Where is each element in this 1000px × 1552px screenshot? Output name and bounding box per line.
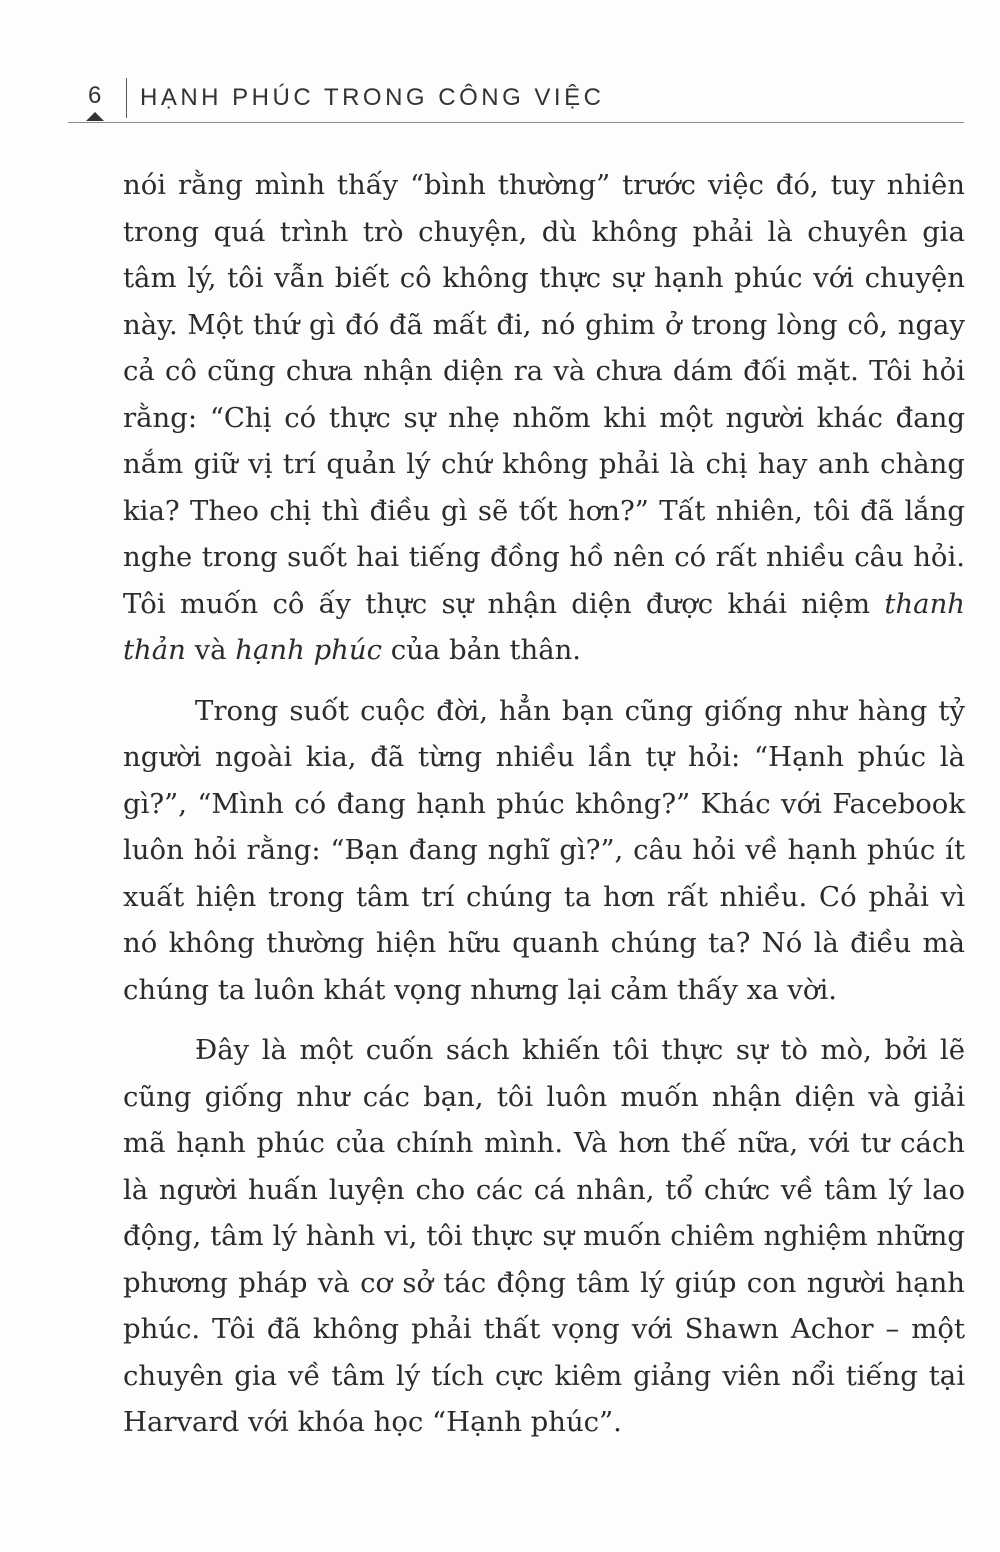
paragraph-2: Trong suốt cuộc đời, hẳn bạn cũng giống như hàng tỷ người ngoài kia, đã từng nhiều lần tự hỏi: “Hạnh phúc là gì?”, “Mình có đang hạnh phúc không?” Khác với Facebook luôn hỏi rằng: “Bạn đang nghĩ gì?”, câu hỏi về hạnh phúc ít xuất hiện trong tâm trí chúng ta hơn rất nhiều. Có phải vì nó không thường hiện hữu quanh chúng ta? Nó là điều mà chúng ta luôn khát vọng nhưng lại cảm thấy xa vời. xyxy=(123,694,965,1006)
paragraph-1 xyxy=(123,162,965,674)
body-text xyxy=(123,162,965,1446)
page-number: 6 xyxy=(88,82,102,109)
book-title-header: HẠNH PHÚC TRONG CÔNG VIỆC xyxy=(140,84,605,111)
italic-term-thanh-than: thanh thản xyxy=(123,587,965,666)
header-divider xyxy=(126,78,127,118)
running-header xyxy=(68,76,964,123)
paragraph-1-text-c: của bản thân. xyxy=(382,634,582,666)
paragraph-3: Đây là một cuốn sách khiến tôi thực sự tò mò, bởi lẽ cũng giống như các bạn, tôi luôn muốn nhận diện và giải mã hạnh phúc của chính mình. Và hơn thế nữa, với tư cách là người huấn luyện cho các cá nhân, tổ chức về tâm lý lao động, tâm lý hành vi, tôi thực sự muốn chiêm nghiệm những phương pháp và cơ sở tác động tâm lý giúp con người hạnh phúc. Tôi đã không phải thất vọng với Shawn Achor – một chuyên gia về tâm lý tích cực kiêm giảng viên nổi tiếng tại Harvard với khóa học “Hạnh phúc”. xyxy=(123,1034,965,1438)
paragraph-1-text-b: và xyxy=(185,634,236,666)
italic-term-hanh-phuc: hạnh phúc xyxy=(235,634,382,666)
triangle-marker-icon xyxy=(86,112,104,121)
paragraph-1-text-a: nói rằng mình thấy “bình thường” trước việc đó, tuy nhiên trong quá trình trò chuyện, dù không phải là chuyên gia tâm lý, tôi vẫn biết cô không thực sự hạnh phúc với chuyện này. Một thứ gì đó đã mất đi, nó ghim ở trong lòng cô, ngay cả cô cũng chưa nhận diện ra và chưa dám đối mặt. Tôi hỏi rằng: “Chị có thực sự nhẹ nhõm khi một người khác đang nắm giữ vị trí quản lý chứ không phải là chị hay anh chàng kia? Theo chị thì điều gì sẽ tốt hơn?” Tất nhiên, tôi đã lắng nghe trong suốt hai tiếng đồng hồ nên có rất nhiều câu hỏi. Tôi muốn cô ấy thực sự nhận diện được khái niệm xyxy=(123,169,965,620)
